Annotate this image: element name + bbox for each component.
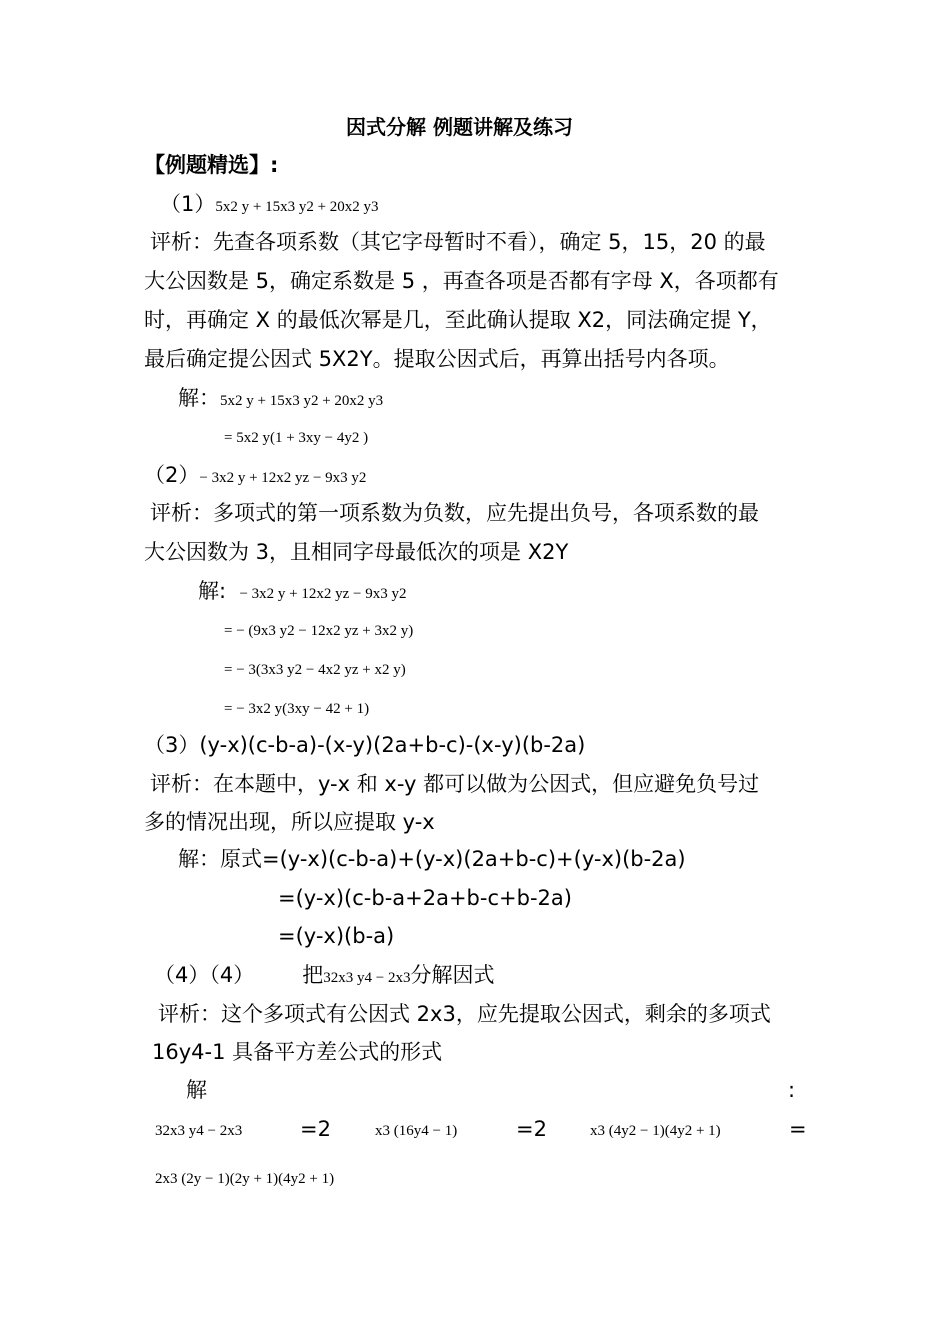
example-3-solution-step-3: =(y-x)(b-a) — [278, 924, 395, 948]
example-4-solution-part-5: x3 (4y2 − 1)(4y2 + 1) — [590, 1123, 721, 1139]
example-4-solution-part-6: = — [789, 1117, 807, 1141]
example-3-solution-step-1: 解：原式=(y-x)(c-b-a)+(y-x)(2a+b-c)+(y-x)(b-2a) — [178, 847, 686, 871]
example-1-expression: 5x2 y + 15x3 y2 + 20x2 y3 — [215, 199, 379, 215]
example-1-solution-step-2: = 5x2 y(1 + 3xy − 4y2 ) — [224, 430, 369, 446]
example-2-line — [144, 461, 366, 492]
page-title: 因式分解 例题讲解及练习 — [346, 115, 573, 139]
example-4-solution-colon: : — [788, 1078, 796, 1102]
example-4-expression: 32x3 y4 − 2x3 — [323, 970, 411, 986]
example-2-analysis-line-1: 评析：多项式的第一项系数为负数，应先提出负号，各项系数的最 — [150, 501, 759, 525]
example-4-prefix: 把 — [302, 963, 324, 987]
example-1-solution-step-1: 5x2 y + 15x3 y2 + 20x2 y3 — [220, 393, 384, 409]
example-1-analysis-line-2: 大公因数是 5，确定系数是 5 ，再查各项是否都有字母 X，各项都有 — [144, 269, 779, 293]
example-2-solution-label: 解: — [198, 579, 227, 603]
example-1-analysis-line-4: 最后确定提公因式 5X2Y。提取公因式后，再算出括号内各项。 — [144, 347, 730, 371]
example-2-solution-step-4: = − 3x2 y(3xy − 42 + 1) — [224, 701, 370, 717]
example-1-solution-label: 解： — [178, 386, 220, 410]
example-2-label: （2） — [144, 463, 200, 487]
example-4-line — [154, 961, 494, 992]
example-4-solution-part-1: 32x3 y4 − 2x3 — [155, 1123, 243, 1139]
example-2-analysis-line-2: 大公因数为 3，且相同字母最低次的项是 X2Y — [144, 540, 569, 564]
example-4-suffix: 分解因式 — [410, 963, 495, 987]
example-4-solution-part-2: =2 — [300, 1117, 331, 1141]
example-4-solution-part-3: x3 (16y4 − 1) — [375, 1123, 458, 1139]
example-3-analysis-line-2: 多的情况出现，所以应提取 y-x — [144, 810, 435, 834]
example-1-analysis-line-3: 时，再确定 X 的最低次幂是几，至此确认提取 X2，同法确定提 Y， — [144, 308, 772, 332]
example-4-solution-part-4: =2 — [516, 1117, 547, 1141]
example-1-analysis-line-1: 评析：先查各项系数（其它字母暂时不看），确定 5，15，20 的最 — [150, 230, 766, 254]
example-4-analysis-line-2: 16y4-1 具备平方差公式的形式 — [152, 1040, 443, 1064]
example-1-line — [160, 190, 379, 221]
example-2-expression: − 3x2 y + 12x2 yz − 9x3 y2 — [199, 470, 367, 486]
example-2-solution-step-3: = − 3(3x3 y2 − 4x2 yz + x2 y) — [224, 662, 406, 678]
example-4-label: （4）（4） — [154, 963, 255, 987]
example-4-solution-label: 解 — [186, 1078, 207, 1102]
example-1-solution-line-1 — [178, 384, 383, 415]
example-3-line: （3）(y-x)(c-b-a)-(x-y)(2a+b-c)-(x-y)(b-2a) — [144, 733, 586, 757]
example-3-analysis-line-1: 评析：在本题中，y-x 和 x-y 都可以做为公因式，但应避免负号过 — [150, 772, 760, 796]
example-3-solution-step-2: =(y-x)(c-b-a+2a+b-c+b-2a) — [278, 886, 572, 910]
example-4-analysis-line-1: 评析：这个多项式有公因式 2x3，应先提取公因式，剩余的多项式 — [158, 1002, 771, 1026]
example-2-solution-line-1 — [198, 577, 406, 608]
example-4-solution-last: 2x3 (2y − 1)(2y + 1)(4y2 + 1) — [155, 1171, 335, 1187]
example-2-solution-step-2: = − (9x3 y2 − 12x2 yz + 3x2 y) — [224, 623, 414, 639]
example-1-label: （1） — [160, 192, 216, 216]
example-2-solution-step-1: − 3x2 y + 12x2 yz − 9x3 y2 — [239, 586, 407, 602]
section-header: 【例题精选】: — [144, 153, 279, 177]
